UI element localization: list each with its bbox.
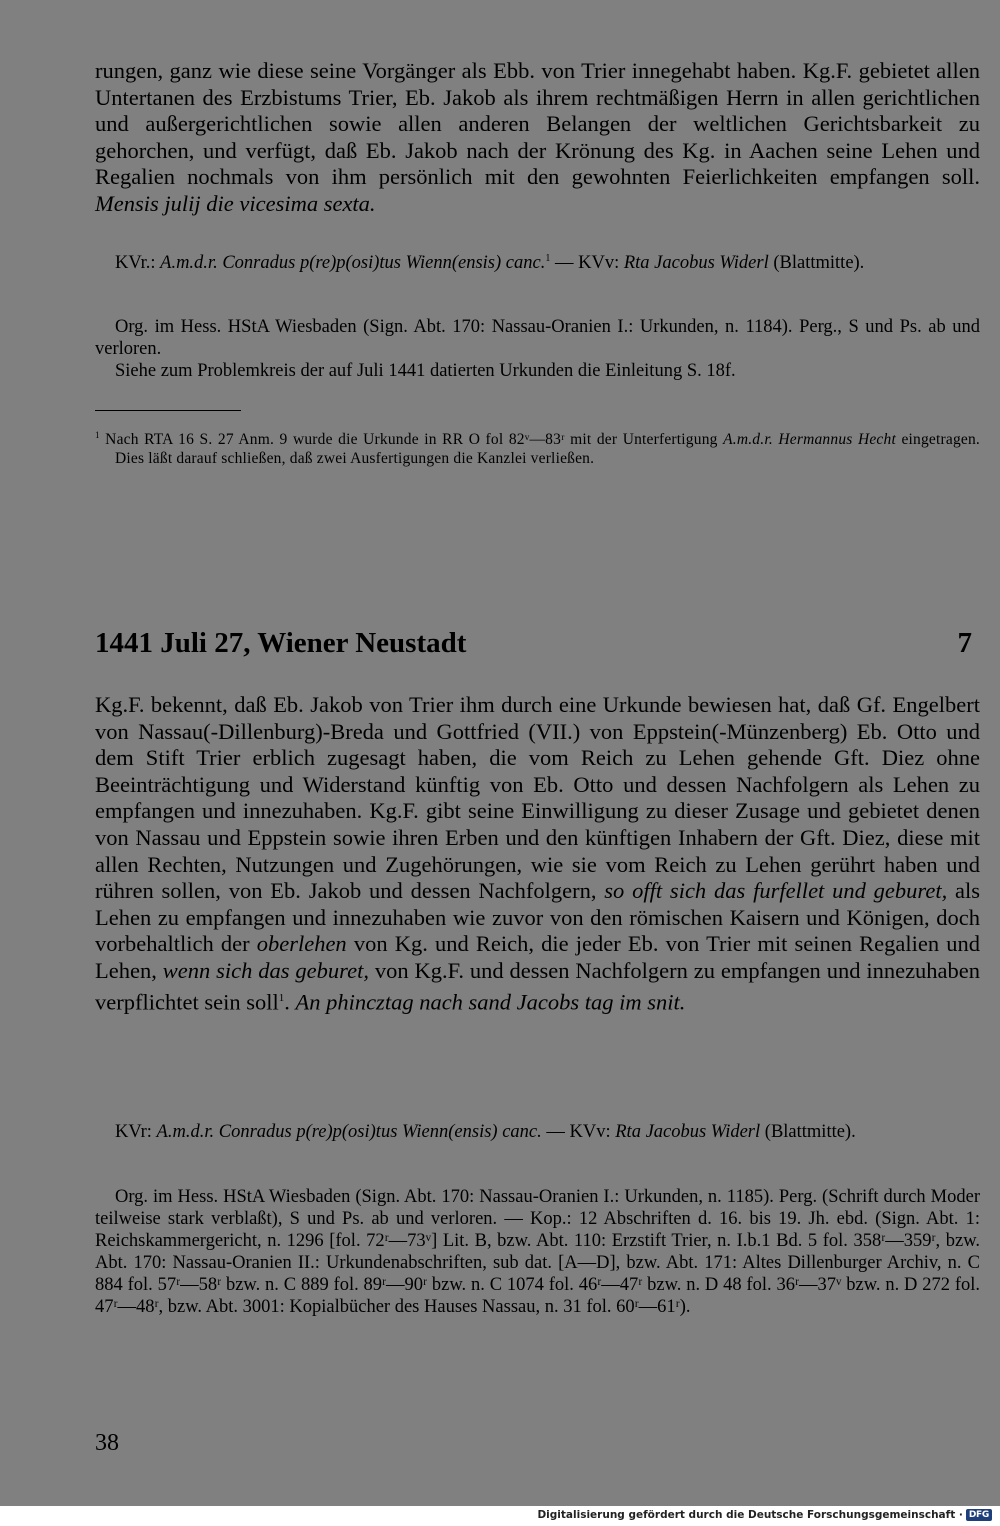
footnote-text: Kanzlei verließen. <box>477 449 595 467</box>
document-number: 7 <box>957 627 972 659</box>
kvr-label: KVr.: <box>115 253 156 274</box>
kvr-text: A.m.d.r. Conradus p(re)p(osi)tus Wienn(ensis) canc. <box>156 1122 542 1142</box>
footnote-text: eingetragen. Dies läßt darauf schließen, daß zwei Ausfertigungen die <box>115 431 981 467</box>
kvv-tail: (Blattmitte). <box>764 1122 856 1142</box>
footnote-ref: 1 <box>278 991 285 1004</box>
footnote-text: Nach RTA 16 S. 27 Anm. 9 wurde die Urkunde in RR O fol 82ᵛ—83ʳ mit der Unterfertigung <box>105 431 718 449</box>
kanzleivermerk <box>95 248 980 274</box>
dating-clause: Mensis julij die vicesima sexta. <box>95 190 376 216</box>
kvv-tail: (Blattmitte). <box>773 253 865 274</box>
footnote-marker: 1 <box>95 430 100 440</box>
org-line: Perg., S und Ps. ab und verloren. <box>95 317 980 359</box>
regest-text: Kg.F. bekennt, daß Eb. Jakob von Trier ihm durch eine Urkunde bewiesen hat, daß Gf. Engelbert von Nassau(-Dillenburg)-Breda und Gottfried (VII.) von Eppstein(-Münzenberg) Eb. Otto und dem Stift Trier erblich zugesagt haben, die vom Reich zu Lehen gehende Gft. Diez ohne Beeinträchtigung und Widerstand künftig von Eb. Otto und dessen Nachfolgern als Lehen zu empfangen und innezuhaben. Kg.F. gibt seine Einwilligung zu dieser Zusage und gebietet denen von Nassau und Eppstein sowie ihren Erben und den künftigen Inhabern der Gft. Diez, diese mit allen Rechten, Nutzungen und Zugehörungen, wie sie vom Reich zu Lehen gerührt haben und rühren sollen, von Eb. Jakob und dessen Nachfolgern, <box>95 692 980 904</box>
previous-tradition <box>95 316 980 382</box>
previous-document-text <box>95 58 980 218</box>
body-line: mit den gewohnten Feierlichkeiten empfangen soll. <box>484 164 981 190</box>
regest-text: . <box>284 989 290 1015</box>
body-line: Krönung des Kg. in Aachen seine Lehen und Regalien nochmals von ihm persönlich <box>95 137 981 190</box>
body-line: der weltlichen Gerichtsbarkeit zu gehorchen, und verfügt, daß Eb. Jakob nach der <box>95 111 980 163</box>
digitization-footer <box>537 1509 992 1521</box>
body-line: rungen, ganz wie diese seine Vorgänger als Ebb. von Trier innegehabt haben. Kg.F. <box>95 58 853 83</box>
document-date-place: 1441 Juli 27, Wiener Neustadt <box>95 627 467 659</box>
document-heading <box>95 625 980 661</box>
regest-body <box>95 692 980 1016</box>
regest-text: von Kg. und Reich, die jeder Eb. von Trier mit seinen Regalien und Lehen, <box>95 931 981 983</box>
previous-document-body <box>95 58 980 218</box>
body-line: Herrn in allen gerichtlichen und außergerichtlichen sowie allen anderen Belangen <box>95 84 980 137</box>
footnote-ref: 1 <box>545 253 551 264</box>
quoted-phrase: so offt sich das furfellet und geburet, <box>604 878 948 904</box>
regest-text: als Lehen zu empfangen und innezuhaben wie zuvor von den römischen Kaisern und Königen, doch vorbehaltlich der <box>95 878 981 957</box>
quoted-phrase: oberlehen <box>256 931 347 957</box>
org-note: Org. im Hess. HStA Wiesbaden (Sign. Abt. 170: Nassau-Oranien I.: Urkunden, n. 1185). Perg. (Schrift durch Moder teilweise stark verblaßt), S und Ps. ab und verloren. — Kop.: 12 Abschriften d. 16. bis 19. Jh. ebd. (Sign. Abt. 1: Reichskammergericht, n. 1296 [fol. 72ʳ—73ᵛ] Lit. B, bzw. Abt. 110: Erzstift Trier, n. I.b.1 Bd. 5 fol. 358ʳ—359ʳ, bzw. Abt. 170: Nassau-Oranien II.: Urkundenabschriften, sub dat. [A—D], bzw. Abt. 171: Altes Dillenburger Archiv, n. C 884 fol. 57ʳ—58ʳ bzw. n. C 889 fol. 89ʳ—90ʳ bzw. n. C 1074 fol. 46ʳ—47ʳ bzw. n. D 48 fol. 36ʳ—37ᵛ bzw. n. D 272 fol. 47ʳ—48ʳ, bzw. Abt. 3001: Kopialbücher des Hauses Nassau, n. 31 fol. 60ʳ—61ʳ). <box>95 1187 980 1317</box>
tradition <box>95 1186 980 1318</box>
dfg-logo: DFG <box>966 1509 992 1521</box>
page-number: 38 <box>95 1430 119 1456</box>
quoted-phrase: wenn sich das geburet, <box>162 957 369 983</box>
previous-chancery-note <box>95 248 980 274</box>
footnotes <box>95 426 980 468</box>
dating-clause: An phincztag nach sand Jacobs tag im snit. <box>295 989 686 1015</box>
body-line: gebietet allen Untertanen des Erzbistums Trier, Eb. Jakob als ihrem rechtmäßigen <box>95 58 980 110</box>
footer-text: Digitalisierung gefördert durch die Deutsche Forschungsgemeinschaft · <box>537 1509 963 1521</box>
kvr-label: KVr: <box>115 1122 152 1142</box>
kvv-text: Rta Jacobus Widerl <box>615 1122 761 1142</box>
kanzleivermerk <box>95 1121 980 1143</box>
chancery-note <box>95 1121 980 1143</box>
org-line: Org. im Hess. HStA Wiesbaden (Sign. Abt. 170: Nassau-Oranien I.: Urkunden, n. 1184). <box>115 317 793 337</box>
kvv-label: — KVv: <box>546 1122 611 1142</box>
org-note <box>95 316 980 360</box>
footnote-italic: A.m.d.r. Hermannus Hecht <box>723 431 896 449</box>
cross-reference-note: Siehe zum Problemkreis der auf Juli 1441 datierten Urkunden die Einleitung S. 18f. <box>115 361 736 381</box>
regest-text: von Kg.F. und dessen Nachfolgern zu empfangen und innezuhaben verpflichtet sein soll <box>95 957 981 1015</box>
regest <box>95 692 980 1016</box>
kvv-label: — KVv: <box>554 253 620 274</box>
kvr-text: A.m.d.r. Conradus p(re)p(osi)tus Wienn(ensis) canc. <box>160 253 546 274</box>
kvv-text: Rta Jacobus Widerl <box>623 253 769 274</box>
footnote <box>95 426 980 468</box>
footnote-divider <box>95 410 241 411</box>
